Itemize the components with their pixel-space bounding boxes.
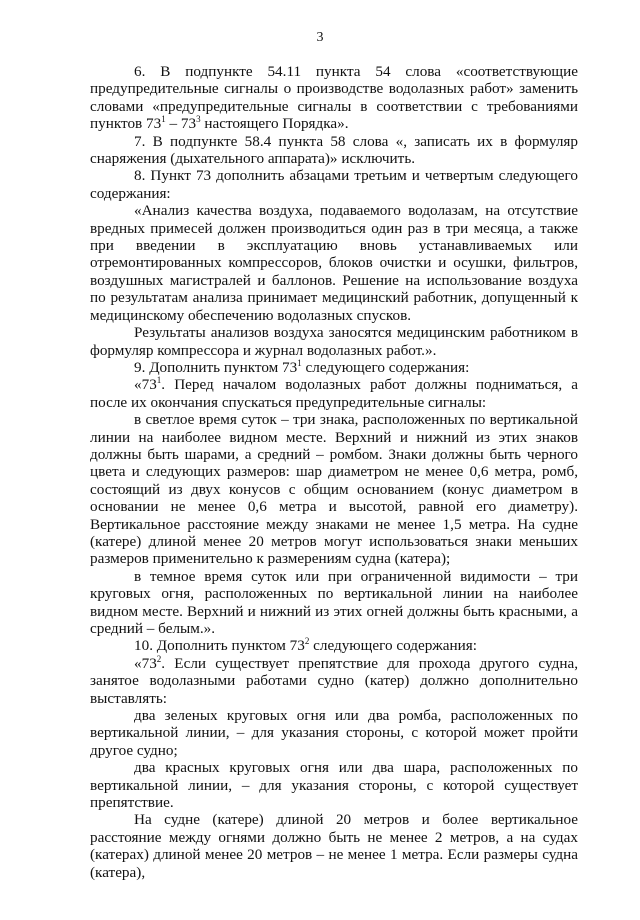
paragraph <box>90 568 578 638</box>
paragraph-text: 9. Дополнить пунктом 73 <box>134 358 298 376</box>
paragraph-text: в темное время суток или при ограниченной видимости – три круговых огня, расположенных по вертикальной линии на наиболее видном месте. Верхний и нижний из этих огней должны быть красными, а средний – белым.». <box>90 567 578 637</box>
document-body <box>90 63 578 881</box>
paragraph-text: 8. Пункт 73 дополнить абзацами третьим и четвертым следующего содержания: <box>90 167 578 202</box>
paragraph-text: . Если существует препятствие для прохода другого судна, занятое водолазными работами судно (катер) должно дополнительно выставлять: <box>90 654 578 707</box>
paragraph <box>90 655 578 707</box>
paragraph <box>90 324 578 359</box>
paragraph <box>90 637 578 654</box>
paragraph-text: два зеленых круговых огня или два ромба, расположенных по вертикальной линии, – для указания стороны, с которой может пройти другое судно; <box>90 707 578 759</box>
paragraph <box>90 411 578 568</box>
paragraph <box>90 167 578 202</box>
paragraph <box>90 202 578 324</box>
paragraph-text: следующего содержания: <box>309 637 477 655</box>
paragraph <box>90 707 578 759</box>
superscript-index: 3 <box>196 114 201 125</box>
paragraph-text: в светлое время суток – три знака, расположенных по вертикальной линии на наиболее видном месте. Верхний и нижний из этих знаков должны быть шарами, а средний – ромбом. Знаки должны быть черного цвета и следующих размеров: шар диаметром не менее 0,6 метра, ромб, состоящий из двух конусов с общим основанием (конус диаметром в основании не менее 0,6 метра и высотой, равной его диаметру). Вертикальное расстояние между знаками не менее 1,5 метра. На судне (катере) длиной менее 20 метров могут использоваться знаки меньших размеров применительно к размерениям судна (катера); <box>90 411 578 568</box>
paragraph-text: . Перед началом водолазных работ должны подниматься, а после их окончания спускаться предупредительные сигналы: <box>90 376 578 411</box>
paragraph-text: «Анализ качества воздуха, подаваемого водолазам, на отсутствие вредных примесей должен производиться один раз в три месяца, а также при введении в эксплуатацию вновь устанавливаемых или отремонтированных компрессоров, блоков очистки и осушки, фильтров, воздушных магистралей и баллонов. Решение на использование воздуха по результатам анализа принимает медицинский работник, допущенный к медицинскому обеспечению водолазных спусков. <box>90 202 578 324</box>
superscript-index: 1 <box>297 357 302 368</box>
paragraph-text: 6. В подпункте 54.11 пункта 54 слова «соответствующие предупредительные сигналы о производстве водолазных работ» заменить словами «предупредительные сигналы в соответствии с требованиями пунктов 73 <box>90 63 578 133</box>
paragraph <box>90 376 578 411</box>
paragraph-text: На судне (катере) длиной 20 метров и более вертикальное расстояние между огнями должно быть не менее 2 метров, а на судах (катерах) длиной менее 20 метров – не менее 1 метра. Если размеры судна (катера), <box>90 811 578 881</box>
paragraph <box>90 133 578 168</box>
paragraph-text: 7. В подпункте 58.4 пункта 58 слова «, записать их в формуляр снаряжения (дыхательного аппарата)» исключить. <box>90 132 578 168</box>
superscript-index: 2 <box>304 636 310 647</box>
paragraph <box>90 811 578 881</box>
paragraph <box>90 759 578 811</box>
paragraph-text: – 73 <box>165 115 197 133</box>
paragraph-text: следующего содержания: <box>301 358 470 376</box>
paragraph-text: Результаты анализов воздуха заносятся медицинским работником в формуляр компрессора и журнал водолазных работ.». <box>90 324 578 359</box>
paragraph-text: два красных круговых огня или два шара, расположенных по вертикальной линии, – для указания стороны, с которой существует препятствие. <box>90 759 578 812</box>
superscript-index: 1 <box>161 114 166 125</box>
page-number: 3 <box>316 30 324 45</box>
paragraph <box>90 63 578 133</box>
paragraph <box>90 359 578 376</box>
paragraph-text: 10. Дополнить пунктом 73 <box>134 637 305 655</box>
superscript-index: 2 <box>156 653 162 664</box>
paragraph-text: «73 <box>134 654 157 672</box>
superscript-index: 1 <box>156 375 162 386</box>
paragraph-text: «73 <box>134 376 157 394</box>
paragraph-text: настоящего Порядка». <box>200 115 349 133</box>
